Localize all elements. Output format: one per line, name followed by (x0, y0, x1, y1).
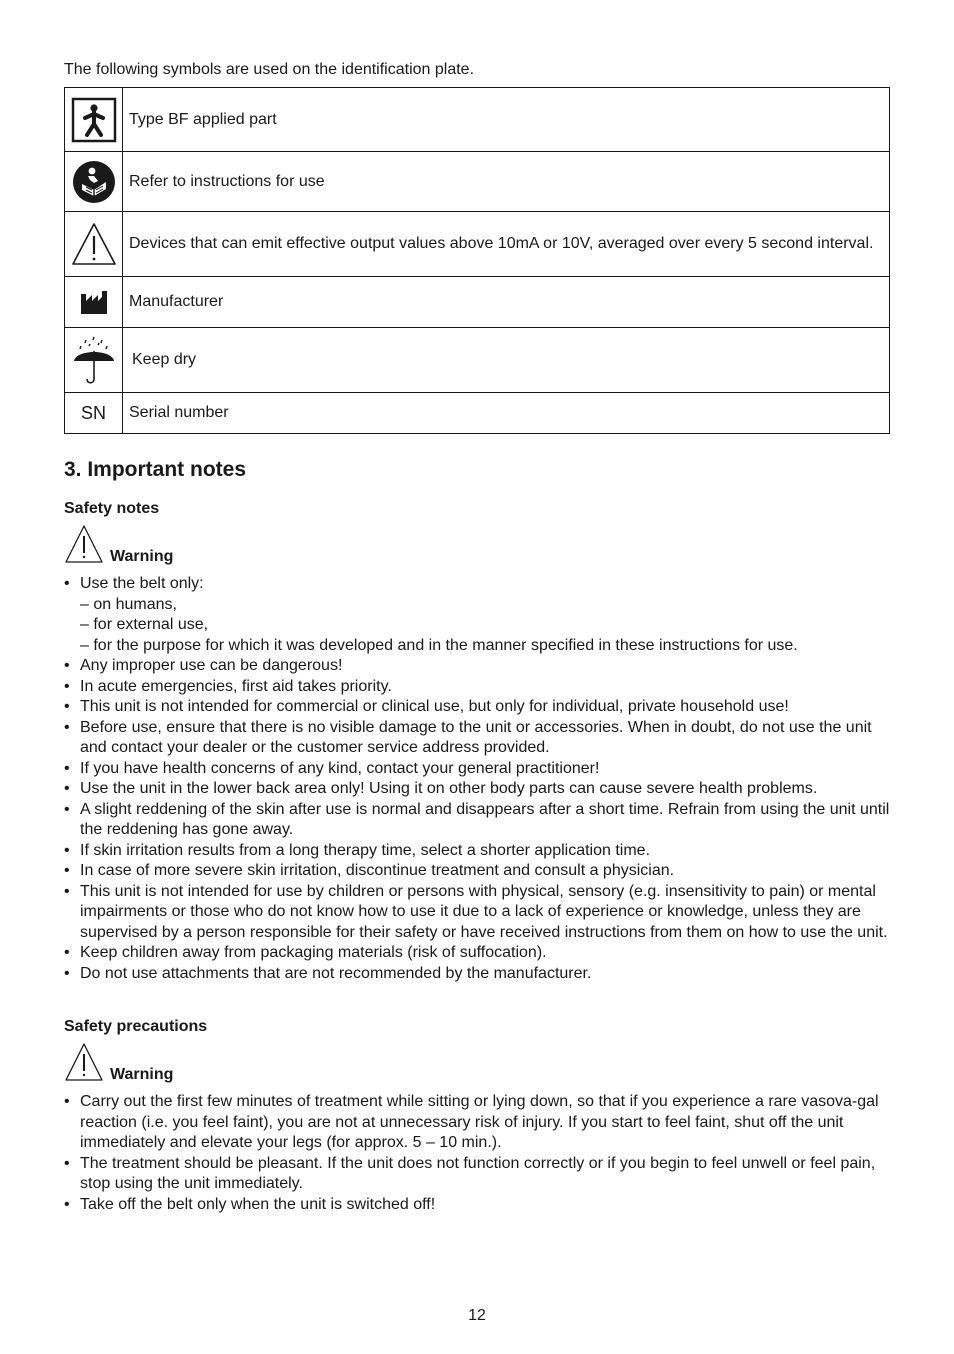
sub-item: – for external use, (80, 616, 209, 633)
list-item: • In case of more severe skin irritation, discontinue treatment and consult a physician. (64, 861, 890, 882)
list-item-text: Use the belt only: (80, 575, 204, 592)
list-item: • Keep children away from packaging materials (risk of suffocation). (64, 943, 890, 964)
list-item: • Take off the belt only when the unit is switched off! (64, 1195, 890, 1216)
symbol-row (65, 88, 890, 152)
keep-dry-icon (72, 335, 116, 385)
section-title: 3. Important notes (64, 458, 247, 481)
list-item: • A slight reddening of the skin after use is normal and disappears after a short time. Refrain from using the unit until the reddening has gone away. (64, 800, 890, 841)
list-item: • If skin irritation results from a long therapy time, select a shorter application time. (64, 841, 890, 862)
instructions-icon (72, 160, 116, 204)
symbol-row (65, 393, 890, 434)
type-bf-applied-part-icon (71, 97, 117, 143)
symbol-label: Type BF applied part (123, 88, 890, 152)
symbol-label: Devices that can emit effective output values above 10mA or 10V, averaged over every 5 second interval. (123, 212, 890, 277)
list-item: • This unit is not intended for use by children or persons with physical, sensory (e.g. insensitivity to pain) or mental impairments or those who do not know how to use it due to a lack of experience or knowledge, unless they are supervised by a person responsible for their safety or have received instructions from them on how to use the unit. (64, 882, 890, 944)
symbol-row (65, 152, 890, 212)
warning-triangle-icon (64, 524, 104, 564)
list-item: • Any improper use can be dangerous! (64, 656, 890, 677)
symbol-cell (65, 88, 123, 152)
symbol-label: Refer to instructions for use (123, 152, 890, 212)
symbol-row (65, 277, 890, 328)
list-item: • Before use, ensure that there is no visible damage to the unit or accessories. When in doubt, do not use the unit and contact your dealer or the customer service address provided. (64, 718, 890, 759)
warning-triangle-icon (71, 222, 117, 266)
page-number: 12 (468, 1307, 486, 1324)
list-item (64, 574, 890, 656)
manufacturer-icon (80, 290, 108, 314)
serial-number-icon: SN (80, 402, 106, 423)
symbol-row (65, 328, 890, 393)
symbol-cell (65, 277, 123, 328)
sub-item: – for the purpose for which it was developed and in the manner specified in these instructions for use. (80, 636, 798, 654)
list-item: • Do not use attachments that are not recommended by the manufacturer. (64, 964, 890, 985)
safety-precautions-list (64, 1092, 890, 1215)
symbol-label: Serial number (123, 393, 890, 434)
list-item: • The treatment should be pleasant. If the unit does not function correctly or if you begin to feel unwell or feel pain, stop using the unit immediately. (64, 1154, 890, 1195)
symbol-cell (65, 152, 123, 212)
list-item: • In acute emergencies, first aid takes priority. (64, 677, 890, 698)
symbol-cell (65, 212, 123, 277)
warning-label: Warning (110, 548, 174, 565)
list-item: • Carry out the first few minutes of treatment while sitting or lying down, so that if you experience a rare vasova-gal reaction (i.e. you feel faint), you are not at unnecessary risk of injury. If you start to feel faint, shut off the unit immediately and elevate your legs (for approx. 5 – 10 min.). (64, 1092, 890, 1154)
list-item: • This unit is not intended for commercial or clinical use, but only for individual, private household use! (64, 697, 890, 718)
warning-triangle-icon (64, 1042, 104, 1082)
safety-notes-heading: Safety notes (64, 500, 160, 517)
intro-text: The following symbols are used on the identification plate. (64, 61, 475, 78)
sub-item: – on humans, (80, 595, 177, 613)
symbol-label: Manufacturer (123, 277, 890, 328)
symbol-cell (65, 393, 123, 434)
safety-notes-list (64, 574, 890, 984)
safety-precautions-heading: Safety precautions (64, 1018, 208, 1035)
list-item: • If you have health concerns of any kind, contact your general practitioner! (64, 759, 890, 780)
list-item: • Use the unit in the lower back area only! Using it on other body parts can cause severe health problems. (64, 779, 890, 800)
symbol-cell (65, 328, 123, 393)
warning-label: Warning (110, 1066, 174, 1083)
symbol-row (65, 212, 890, 277)
symbol-label: Keep dry (123, 328, 890, 393)
symbols-table (64, 87, 890, 434)
